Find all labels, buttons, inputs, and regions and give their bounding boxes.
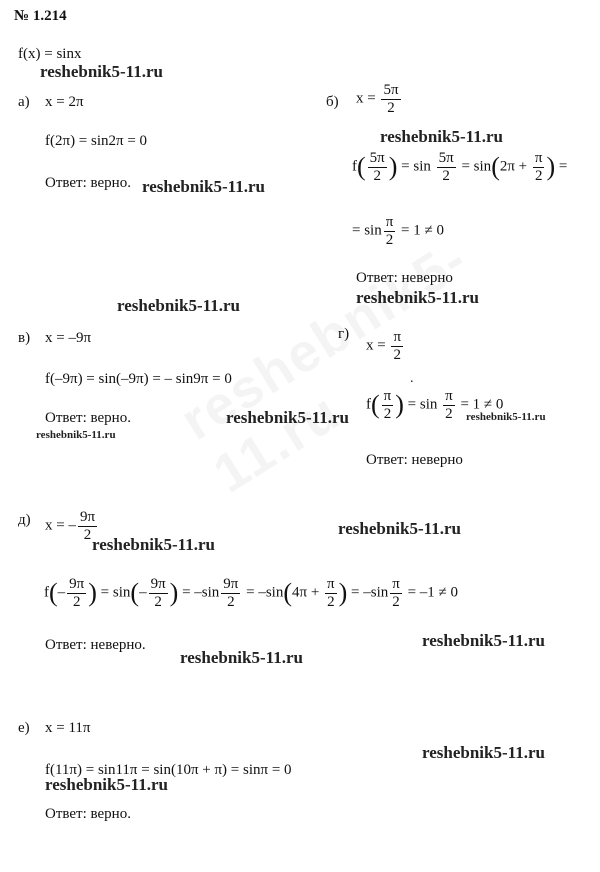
text: 2π + <box>499 158 528 175</box>
denominator: 2 <box>373 167 381 184</box>
denominator: 2 <box>445 405 453 422</box>
fraction <box>443 388 455 422</box>
part-e-label: е) <box>18 720 30 736</box>
paren-open: ( <box>491 152 500 181</box>
part-e-x: x = 11π <box>45 720 91 736</box>
text: x = <box>366 337 386 354</box>
dot-mark: . <box>410 371 414 386</box>
numerator: π <box>445 388 453 404</box>
part-e-calc: f(11π) = sin11π = sin(10π + π) = sinπ = 0 <box>45 762 292 778</box>
part-g-label: г) <box>338 326 350 342</box>
numerator: 5π <box>383 82 399 98</box>
text: = –sin <box>246 584 284 601</box>
part-b-x <box>356 82 403 116</box>
part-b-x-prefix: x = <box>356 90 376 107</box>
numerator: π <box>327 576 335 592</box>
numerator: 9π <box>150 576 166 592</box>
paren-close: ) <box>169 578 179 607</box>
text: = sin <box>100 584 131 601</box>
denominator: 2 <box>442 167 450 184</box>
text: = –sin <box>182 584 220 601</box>
f-symbol: f <box>44 584 49 601</box>
denominator: 2 <box>327 593 335 610</box>
numerator: 9π <box>223 576 239 592</box>
minus-sign: – <box>139 584 147 601</box>
part-a-label: а) <box>18 94 30 110</box>
paren-close: ) <box>88 578 97 607</box>
part-e-answer: Ответ: верно. <box>45 806 131 822</box>
paren-open: ( <box>49 578 58 607</box>
watermark-5: reshebnik5-11.ru <box>117 296 240 315</box>
part-v-x: x = –9π <box>45 330 92 346</box>
watermark-4: reshebnik5-11.ru <box>356 288 479 307</box>
part-v-answer: Ответ: верно. <box>45 410 131 426</box>
fraction <box>382 388 394 422</box>
fraction <box>390 576 402 610</box>
numerator: π <box>392 576 400 592</box>
text: 4π + <box>292 584 320 601</box>
text: = sin <box>461 158 492 175</box>
part-a-answer: Ответ: верно. <box>45 175 131 191</box>
part-b-line2 <box>352 214 444 248</box>
paren-close: ) <box>338 578 348 607</box>
denominator: 2 <box>72 593 81 610</box>
fraction <box>221 576 240 610</box>
numerator: π <box>385 214 394 230</box>
fraction <box>368 150 387 184</box>
text: x = – <box>45 517 76 534</box>
watermark-9: reshebnik5-11.ru <box>92 535 215 554</box>
denominator: 2 <box>387 99 395 116</box>
fraction <box>533 150 545 184</box>
numerator: 5π <box>438 150 454 166</box>
denominator: 2 <box>385 231 394 248</box>
watermark-1: reshebnik5-11.ru <box>40 62 163 81</box>
fraction <box>149 576 168 610</box>
watermark-12: reshebnik5-11.ru <box>180 648 303 667</box>
denominator: 2 <box>383 405 392 422</box>
numerator: 9π <box>69 576 85 592</box>
problem-number: № 1.214 <box>14 8 67 24</box>
denominator: 2 <box>393 346 401 363</box>
watermark-6: reshebnik5-11.ru <box>36 429 116 441</box>
paren-open: ( <box>283 578 292 607</box>
paren-open: ( <box>130 578 140 607</box>
watermark-10: reshebnik5-11.ru <box>338 519 461 538</box>
text: = sin <box>407 396 438 413</box>
part-v-label: в) <box>18 330 31 346</box>
fraction <box>325 576 337 610</box>
watermark-3: reshebnik5-11.ru <box>380 127 503 146</box>
text: = –1 ≠ 0 <box>407 584 459 601</box>
text: = 1 ≠ 0 <box>401 222 444 239</box>
numerator: π <box>393 329 402 345</box>
part-b-answer: Ответ: неверно <box>356 270 453 286</box>
text: = <box>558 158 568 175</box>
text: = sin <box>401 158 431 175</box>
minus-sign: – <box>57 584 66 601</box>
paren-close: ) <box>546 152 556 181</box>
part-b-line1 <box>352 150 567 184</box>
denominator: 2 <box>392 593 400 610</box>
watermark-14: reshebnik5-11.ru <box>45 775 168 794</box>
fraction <box>437 150 456 184</box>
watermark-13: reshebnik5-11.ru <box>422 743 545 762</box>
part-d-line <box>44 576 458 610</box>
part-g-answer: Ответ: неверно <box>366 452 463 468</box>
part-d-answer: Ответ: неверно. <box>45 637 146 653</box>
numerator: π <box>534 150 543 166</box>
paren-open: ( <box>371 390 380 419</box>
part-b-x-fraction <box>381 82 400 116</box>
paren-close: ) <box>395 390 404 419</box>
f-symbol: f <box>352 158 357 175</box>
fraction <box>384 214 396 248</box>
part-b-label: б) <box>326 94 339 110</box>
f-symbol: f <box>366 396 371 413</box>
part-g-x <box>366 329 405 363</box>
part-a-calc: f(2π) = sin2π = 0 <box>45 133 148 149</box>
denominator: 2 <box>154 593 162 610</box>
text: = –sin <box>351 584 389 601</box>
denominator: 2 <box>227 593 235 610</box>
watermark-11: reshebnik5-11.ru <box>422 631 545 650</box>
fraction <box>391 329 403 363</box>
function-definition: f(x) = sinx <box>18 46 82 62</box>
watermark-8: reshebnik5-11.ru <box>466 411 546 423</box>
watermark-2: reshebnik5-11.ru <box>142 177 265 196</box>
numerator: π <box>383 388 392 404</box>
paren-close: ) <box>388 152 398 181</box>
text: = 1 ≠ 0 <box>460 396 504 413</box>
fraction <box>67 576 86 610</box>
denominator: 2 <box>83 526 92 543</box>
numerator: 9π <box>79 509 96 525</box>
watermark-7: reshebnik5-11.ru <box>226 408 349 427</box>
denominator: 2 <box>534 167 543 184</box>
part-v-calc: f(–9π) = sin(–9π) = – sin9π = 0 <box>45 371 232 387</box>
part-d-label: д) <box>18 512 31 528</box>
paren-open: ( <box>357 152 366 181</box>
part-a-x: x = 2π <box>45 94 84 110</box>
part-d-x <box>45 509 99 543</box>
numerator: 5π <box>369 150 385 166</box>
text: = sin <box>352 222 382 239</box>
